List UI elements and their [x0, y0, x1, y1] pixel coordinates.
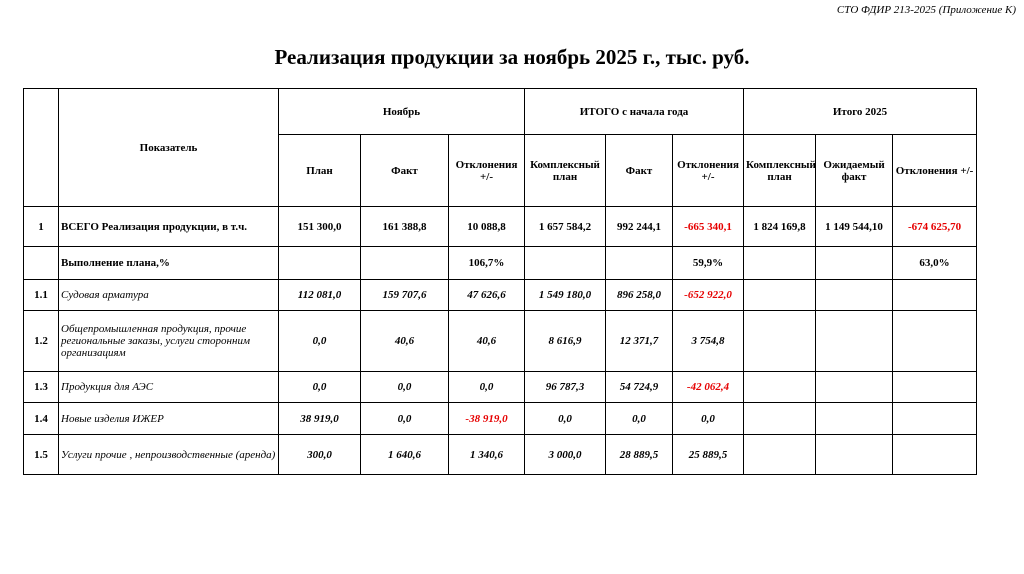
value-cell: 1 640,6 [361, 435, 449, 475]
value-cell: 0,0 [525, 403, 606, 435]
document-reference: СТО ФДИР 213-2025 (Приложение К) [836, 4, 1016, 16]
value-cell: 1 340,6 [449, 435, 525, 475]
value-cell: 0,0 [361, 372, 449, 403]
value-cell [893, 372, 977, 403]
row-number: 1.4 [24, 403, 59, 435]
value-cell: 10 088,8 [449, 207, 525, 247]
value-cell: 40,6 [449, 311, 525, 372]
table-row [24, 372, 977, 403]
value-cell: 300,0 [279, 435, 361, 475]
table-row [24, 280, 977, 311]
value-cell [893, 435, 977, 475]
row-number [24, 247, 59, 280]
row-indicator-name: ВСЕГО Реализация продукции, в т.ч. [59, 207, 279, 247]
value-cell: 38 919,0 [279, 403, 361, 435]
value-cell: -652 922,0 [673, 280, 744, 311]
page-title: Реализация продукции за ноябрь 2025 г., тыс. руб. [274, 45, 750, 69]
header-ytd-deviation: Отклонения +/- [673, 135, 744, 207]
value-cell [279, 247, 361, 280]
header-year-plan: Комплексный план [744, 135, 816, 207]
header-year-expected: Ожидаемый факт [816, 135, 893, 207]
value-cell: 0,0 [673, 403, 744, 435]
value-cell: 63,0% [893, 247, 977, 280]
row-number: 1.2 [24, 311, 59, 372]
value-cell: 0,0 [606, 403, 673, 435]
table-row [24, 311, 977, 372]
sales-report-table [23, 88, 977, 475]
value-cell [744, 403, 816, 435]
value-cell: 1 149 544,10 [816, 207, 893, 247]
value-cell: 40,6 [361, 311, 449, 372]
value-cell: 112 081,0 [279, 280, 361, 311]
value-cell [606, 247, 673, 280]
value-cell [816, 435, 893, 475]
value-cell: 59,9% [673, 247, 744, 280]
header-indicator: Показатель [59, 89, 279, 207]
row-indicator-name: Судовая арматура [59, 280, 279, 311]
value-cell: 1 657 584,2 [525, 207, 606, 247]
value-cell: 106,7% [449, 247, 525, 280]
table-body [24, 207, 977, 475]
value-cell: 992 244,1 [606, 207, 673, 247]
value-cell: 3 754,8 [673, 311, 744, 372]
value-cell [893, 403, 977, 435]
value-cell: 54 724,9 [606, 372, 673, 403]
value-cell [893, 311, 977, 372]
table-row [24, 247, 977, 280]
value-cell: 47 626,6 [449, 280, 525, 311]
value-cell [744, 435, 816, 475]
value-cell [744, 247, 816, 280]
table-row [24, 207, 977, 247]
row-indicator-name: Выполнение плана,% [59, 247, 279, 280]
header-group-month: Ноябрь [279, 89, 525, 135]
value-cell: 896 258,0 [606, 280, 673, 311]
value-cell [744, 280, 816, 311]
row-indicator-name: Общепромышленная продукция, прочие региональные заказы, услуги сторонним организациям [59, 311, 279, 372]
value-cell [816, 311, 893, 372]
value-cell: -665 340,1 [673, 207, 744, 247]
header-group-ytd: ИТОГО с начала года [525, 89, 744, 135]
table-row [24, 403, 977, 435]
value-cell [816, 403, 893, 435]
value-cell: 0,0 [279, 311, 361, 372]
value-cell: -42 062,4 [673, 372, 744, 403]
row-indicator-name: Новые изделия ИЖЕР [59, 403, 279, 435]
header-month-fact: Факт [361, 135, 449, 207]
value-cell: 151 300,0 [279, 207, 361, 247]
value-cell: 3 000,0 [525, 435, 606, 475]
value-cell: 161 388,8 [361, 207, 449, 247]
header-row-groups [24, 89, 977, 135]
header-ytd-plan: Комплексный план [525, 135, 606, 207]
table-row [24, 435, 977, 475]
value-cell: 12 371,7 [606, 311, 673, 372]
value-cell: 8 616,9 [525, 311, 606, 372]
value-cell: -38 919,0 [449, 403, 525, 435]
value-cell [816, 372, 893, 403]
header-ytd-fact: Факт [606, 135, 673, 207]
value-cell [361, 247, 449, 280]
value-cell: -674 625,70 [893, 207, 977, 247]
value-cell [525, 247, 606, 280]
value-cell: 96 787,3 [525, 372, 606, 403]
value-cell [893, 280, 977, 311]
header-number-cell [24, 89, 59, 207]
value-cell: 0,0 [361, 403, 449, 435]
value-cell [744, 372, 816, 403]
row-number: 1.5 [24, 435, 59, 475]
value-cell [744, 311, 816, 372]
row-number: 1.3 [24, 372, 59, 403]
header-group-year: Итого 2025 [744, 89, 977, 135]
row-number: 1.1 [24, 280, 59, 311]
value-cell: 0,0 [279, 372, 361, 403]
header-month-plan: План [279, 135, 361, 207]
value-cell [816, 280, 893, 311]
row-indicator-name: Услуги прочие , непроизводственные (аренда) [59, 435, 279, 475]
value-cell: 25 889,5 [673, 435, 744, 475]
header-year-deviation: Отклонения +/- [893, 135, 977, 207]
row-indicator-name: Продукция для АЭС [59, 372, 279, 403]
value-cell: 1 549 180,0 [525, 280, 606, 311]
value-cell [816, 247, 893, 280]
value-cell: 1 824 169,8 [744, 207, 816, 247]
header-month-deviation: Отклонения +/- [449, 135, 525, 207]
value-cell: 159 707,6 [361, 280, 449, 311]
value-cell: 0,0 [449, 372, 525, 403]
value-cell: 28 889,5 [606, 435, 673, 475]
row-number: 1 [24, 207, 59, 247]
